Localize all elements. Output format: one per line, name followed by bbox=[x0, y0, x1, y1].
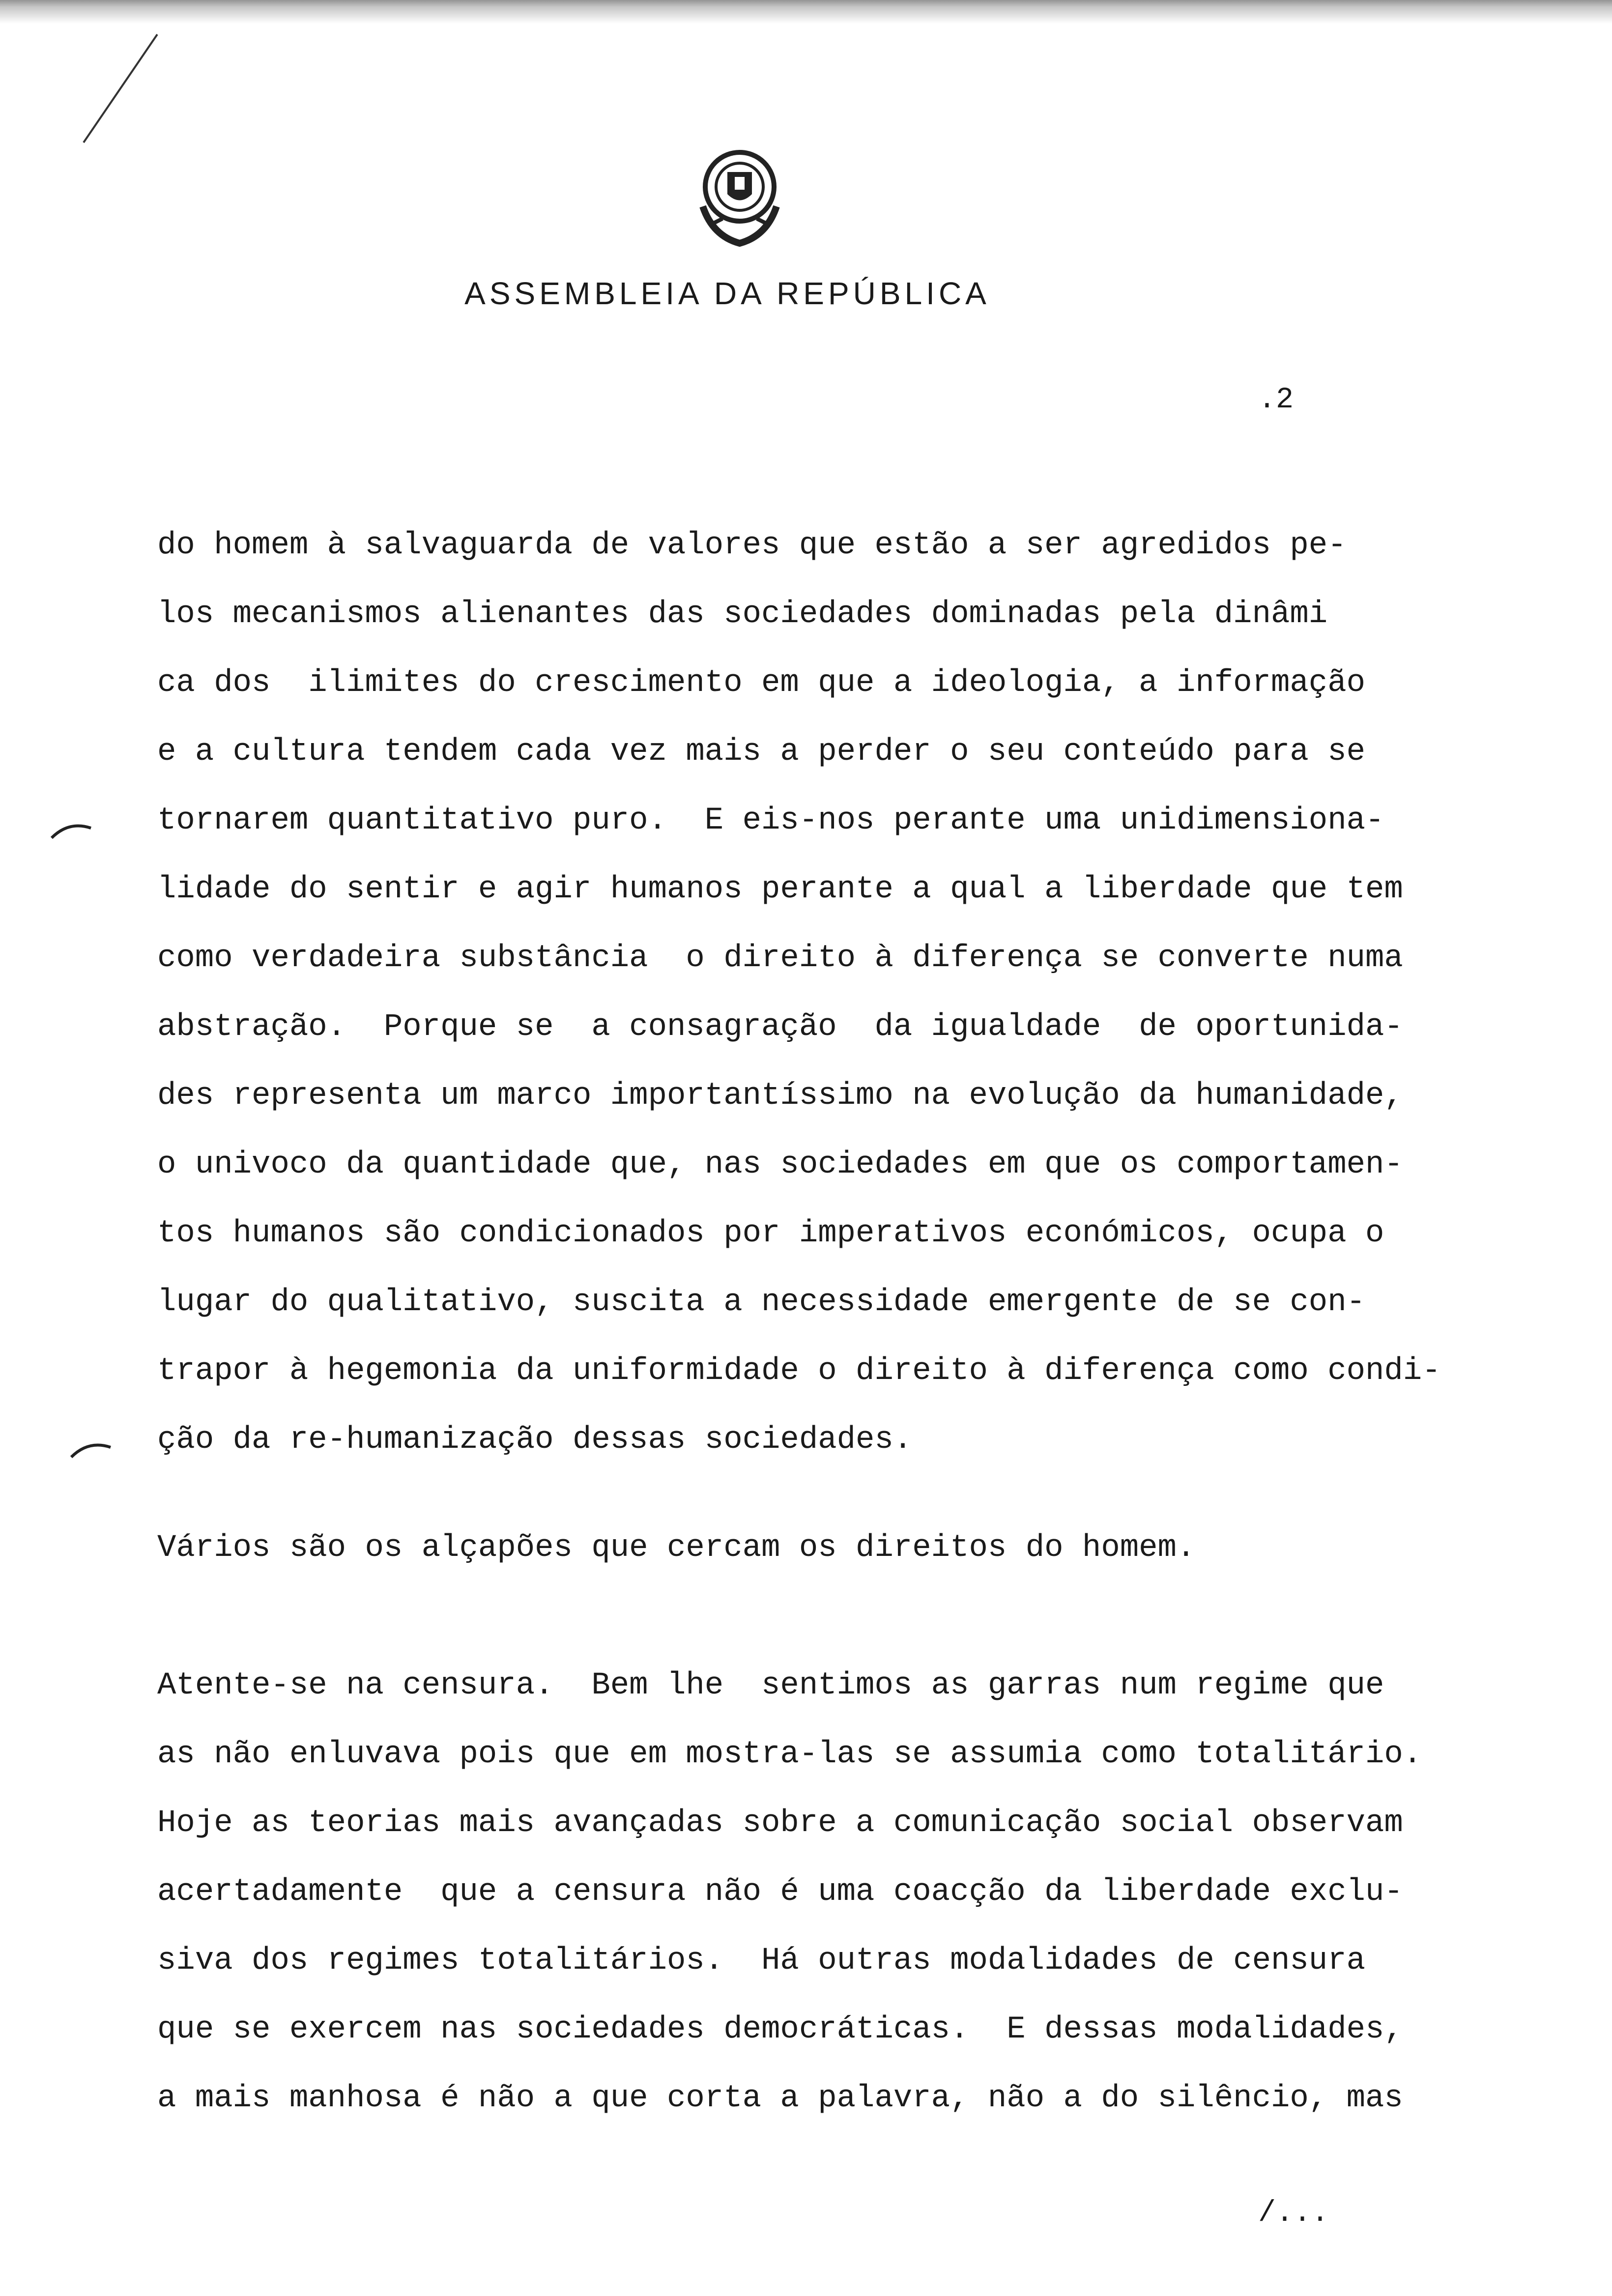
text-line: ção da re-humanização dessas sociedades. bbox=[157, 1422, 913, 1458]
margin-bracket-mark bbox=[49, 821, 93, 840]
text-line: Vários são os alçapões que cercam os direitos do homem. bbox=[157, 1530, 1196, 1566]
text-line: como verdadeira substância o direito à diferença se converte numa bbox=[157, 941, 1403, 976]
text-line: Hoje as teorias mais avançadas sobre a comunicação social observam bbox=[157, 1806, 1403, 1841]
continuation-marker: /... bbox=[1258, 2197, 1329, 2230]
text-line: as não enluvava pois que em mostra-las se assumia como totalitário. bbox=[157, 1737, 1422, 1772]
paragraph bbox=[157, 1514, 1484, 1582]
text-line: acertadamente que a censura não é uma coacção da liberdade exclu- bbox=[157, 1874, 1403, 1910]
page-number: .2 bbox=[1258, 383, 1294, 417]
text-line: tos humanos são condicionados por imperativos económicos, ocupa o bbox=[157, 1216, 1384, 1251]
text-line: ca dos ilimites do crescimento em que a ideologia, a informação bbox=[157, 665, 1365, 701]
text-line: siva dos regimes totalitários. Há outras modalidades de censura bbox=[157, 1943, 1365, 1979]
text-line: a mais manhosa é não a que corta a palavra, não a do silêncio, mas bbox=[157, 2081, 1403, 2116]
text-line: abstração. Porque se a consagração da igualdade de oportunida- bbox=[157, 1009, 1403, 1045]
text-line: des representa um marco importantíssimo na evolução da humanidade, bbox=[157, 1078, 1403, 1114]
paragraph bbox=[157, 511, 1484, 1474]
text-line: e a cultura tendem cada vez mais a perder o seu conteúdo para se bbox=[157, 734, 1365, 770]
margin-bracket-mark bbox=[69, 1440, 113, 1460]
paragraph bbox=[157, 1651, 1484, 2133]
text-line: trapor à hegemonia da uniformidade o direito à diferença como condi- bbox=[157, 1353, 1441, 1389]
text-line: o univoco da quantidade que, nas sociedades em que os comportamen- bbox=[157, 1147, 1403, 1182]
scan-top-edge bbox=[0, 0, 1612, 24]
text-line: que se exercem nas sociedades democráticas. E dessas modalidades, bbox=[157, 2012, 1403, 2047]
coat-of-arms-emblem-icon bbox=[683, 138, 796, 251]
text-line: los mecanismos alienantes das sociedades dominadas pela dinâmi bbox=[157, 597, 1328, 632]
pen-stroke-mark bbox=[74, 29, 172, 147]
text-line: do homem à salvaguarda de valores que estão a ser agredidos pe- bbox=[157, 528, 1347, 563]
text-line: Atente-se na censura. Bem lhe sentimos as garras num regime que bbox=[157, 1668, 1384, 1703]
text-line: tornarem quantitativo puro. E eis-nos perante uma unidimensiona- bbox=[157, 803, 1384, 838]
text-line: lidade do sentir e agir humanos perante a qual a liberdade que tem bbox=[157, 872, 1403, 907]
page-title: ASSEMBLEIA DA REPÚBLICA bbox=[464, 276, 990, 311]
text-line: lugar do qualitativo, suscita a necessidade emergente de se con- bbox=[157, 1285, 1365, 1320]
